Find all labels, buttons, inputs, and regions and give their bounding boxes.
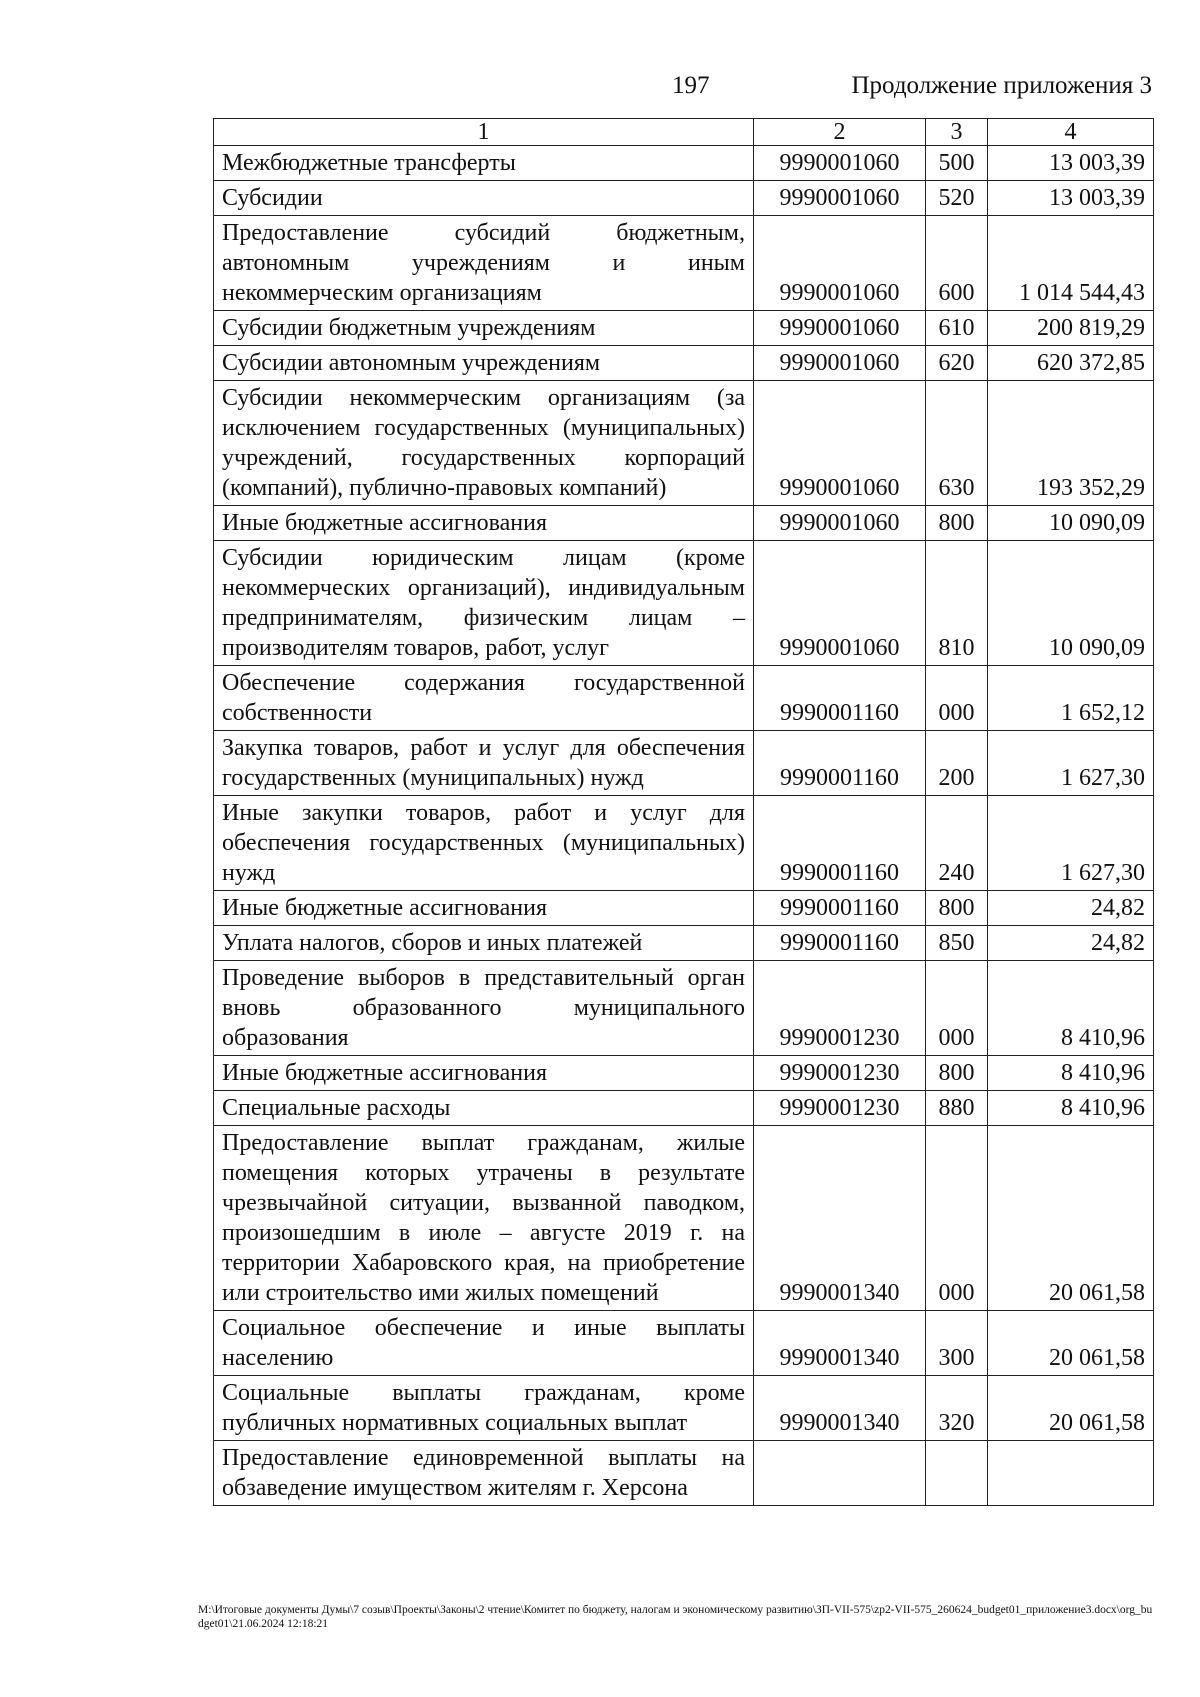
target-code-cell bbox=[754, 1441, 926, 1506]
document-path-footer: М:\Итоговые документы Думы\7 созыв\Проекты\Законы\2 чтение\Комитет по бюджету, налогам и экономическому развитию\ЗП-VII-575\zp2-VII-575_260624_budget01_приложение3.docx\org_budget01\21.06.2024 12:18:21 bbox=[198, 1604, 1153, 1630]
expense-name-cell: Социальные выплаты гражданам, кроме публичных нормативных социальных выплат bbox=[214, 1376, 754, 1441]
expense-type-cell: 810 bbox=[926, 541, 988, 666]
table-row bbox=[214, 926, 1154, 961]
amount-cell: 200 819,29 bbox=[988, 311, 1154, 346]
target-code-cell: 9990001060 bbox=[754, 541, 926, 666]
page-number: 197 bbox=[672, 72, 710, 99]
column-header: 1 bbox=[214, 119, 754, 146]
target-code-cell: 9990001060 bbox=[754, 216, 926, 311]
expense-name-cell: Проведение выборов в представительный орган вновь образованного муниципального образования bbox=[214, 961, 754, 1056]
target-code-cell: 9990001230 bbox=[754, 1056, 926, 1091]
amount-cell: 8 410,96 bbox=[988, 961, 1154, 1056]
expense-type-cell: 240 bbox=[926, 796, 988, 891]
table-row bbox=[214, 506, 1154, 541]
expense-name-cell: Субсидии автономным учреждениям bbox=[214, 346, 754, 381]
expense-type-cell: 880 bbox=[926, 1091, 988, 1126]
amount-cell: 620 372,85 bbox=[988, 346, 1154, 381]
expense-type-cell: 600 bbox=[926, 216, 988, 311]
expense-type-cell: 610 bbox=[926, 311, 988, 346]
column-header: 4 bbox=[988, 119, 1154, 146]
expense-type-cell: 620 bbox=[926, 346, 988, 381]
table-row bbox=[214, 796, 1154, 891]
table-row bbox=[214, 311, 1154, 346]
expense-name-cell: Субсидии bbox=[214, 181, 754, 216]
expense-type-cell: 000 bbox=[926, 961, 988, 1056]
expense-type-cell: 800 bbox=[926, 1056, 988, 1091]
expense-name-cell: Иные закупки товаров, работ и услуг для обеспечения государственных (муниципальных) нужд bbox=[214, 796, 754, 891]
expense-type-cell: 500 bbox=[926, 146, 988, 181]
expense-type-cell: 800 bbox=[926, 506, 988, 541]
target-code-cell: 9990001230 bbox=[754, 961, 926, 1056]
table-row bbox=[214, 1091, 1154, 1126]
amount-cell: 8 410,96 bbox=[988, 1091, 1154, 1126]
table-row bbox=[214, 1311, 1154, 1376]
expense-type-cell: 000 bbox=[926, 666, 988, 731]
table-row bbox=[214, 381, 1154, 506]
amount-cell: 193 352,29 bbox=[988, 381, 1154, 506]
table-row bbox=[214, 891, 1154, 926]
target-code-cell: 9990001060 bbox=[754, 181, 926, 216]
expense-name-cell: Субсидии бюджетным учреждениям bbox=[214, 311, 754, 346]
target-code-cell: 9990001060 bbox=[754, 381, 926, 506]
table-row bbox=[214, 666, 1154, 731]
column-header: 2 bbox=[754, 119, 926, 146]
expense-name-cell: Предоставление выплат гражданам, жилые помещения которых утрачены в результате чрезвычайной ситуации, вызванной паводком, произошедшим в июле – августе 2019 г. на территории Хабаровского края, на приобретение или строительство ими жилых помещений bbox=[214, 1126, 754, 1311]
expense-name-cell: Предоставление единовременной выплаты на обзаведение имуществом жителям г. Херсона bbox=[214, 1441, 754, 1506]
amount-cell: 8 410,96 bbox=[988, 1056, 1154, 1091]
column-header: 3 bbox=[926, 119, 988, 146]
target-code-cell: 9990001160 bbox=[754, 891, 926, 926]
table-row bbox=[214, 216, 1154, 311]
table-row bbox=[214, 541, 1154, 666]
expense-name-cell: Субсидии некоммерческим организациям (за исключением государственных (муниципальных) учреждений, государственных корпораций (компаний), публично-правовых компаний) bbox=[214, 381, 754, 506]
expense-name-cell: Иные бюджетные ассигнования bbox=[214, 506, 754, 541]
table-row bbox=[214, 146, 1154, 181]
table-header-row bbox=[214, 119, 1154, 146]
expense-name-cell: Иные бюджетные ассигнования bbox=[214, 891, 754, 926]
table-row bbox=[214, 181, 1154, 216]
expense-type-cell: 520 bbox=[926, 181, 988, 216]
amount-cell: 20 061,58 bbox=[988, 1376, 1154, 1441]
expense-type-cell: 630 bbox=[926, 381, 988, 506]
expense-name-cell: Социальное обеспечение и иные выплаты населению bbox=[214, 1311, 754, 1376]
expense-name-cell: Обеспечение содержания государственной собственности bbox=[214, 666, 754, 731]
expense-type-cell: 320 bbox=[926, 1376, 988, 1441]
target-code-cell: 9990001060 bbox=[754, 506, 926, 541]
target-code-cell: 9990001060 bbox=[754, 346, 926, 381]
expense-type-cell: 000 bbox=[926, 1126, 988, 1311]
table-row bbox=[214, 961, 1154, 1056]
expense-name-cell: Предоставление субсидий бюджетным, автономным учреждениям и иным некоммерческим организациям bbox=[214, 216, 754, 311]
amount-cell: 10 090,09 bbox=[988, 541, 1154, 666]
target-code-cell: 9990001160 bbox=[754, 666, 926, 731]
expense-name-cell: Уплата налогов, сборов и иных платежей bbox=[214, 926, 754, 961]
expense-name-cell: Субсидии юридическим лицам (кроме некоммерческих организаций), индивидуальным предпринимателям, физическим лицам – производителям товаров, работ, услуг bbox=[214, 541, 754, 666]
expense-type-cell bbox=[926, 1441, 988, 1506]
amount-cell: 24,82 bbox=[988, 926, 1154, 961]
amount-cell: 13 003,39 bbox=[988, 181, 1154, 216]
budget-table bbox=[213, 118, 1154, 1506]
expense-type-cell: 200 bbox=[926, 731, 988, 796]
table-row bbox=[214, 1126, 1154, 1311]
amount-cell: 24,82 bbox=[988, 891, 1154, 926]
expense-type-cell: 850 bbox=[926, 926, 988, 961]
target-code-cell: 9990001230 bbox=[754, 1091, 926, 1126]
continuation-heading: Продолжение приложения 3 bbox=[851, 72, 1152, 99]
table-row bbox=[214, 1056, 1154, 1091]
table-row bbox=[214, 1376, 1154, 1441]
amount-cell bbox=[988, 1441, 1154, 1506]
amount-cell: 1 627,30 bbox=[988, 731, 1154, 796]
table-row bbox=[214, 731, 1154, 796]
expense-type-cell: 800 bbox=[926, 891, 988, 926]
amount-cell: 1 652,12 bbox=[988, 666, 1154, 731]
amount-cell: 20 061,58 bbox=[988, 1311, 1154, 1376]
amount-cell: 1 014 544,43 bbox=[988, 216, 1154, 311]
target-code-cell: 9990001340 bbox=[754, 1376, 926, 1441]
target-code-cell: 9990001060 bbox=[754, 146, 926, 181]
expense-name-cell: Межбюджетные трансферты bbox=[214, 146, 754, 181]
target-code-cell: 9990001060 bbox=[754, 311, 926, 346]
expense-name-cell: Специальные расходы bbox=[214, 1091, 754, 1126]
expense-name-cell: Закупка товаров, работ и услуг для обеспечения государственных (муниципальных) нужд bbox=[214, 731, 754, 796]
amount-cell: 20 061,58 bbox=[988, 1126, 1154, 1311]
amount-cell: 10 090,09 bbox=[988, 506, 1154, 541]
target-code-cell: 9990001160 bbox=[754, 926, 926, 961]
amount-cell: 1 627,30 bbox=[988, 796, 1154, 891]
target-code-cell: 9990001340 bbox=[754, 1311, 926, 1376]
expense-name-cell: Иные бюджетные ассигнования bbox=[214, 1056, 754, 1091]
table-row bbox=[214, 1441, 1154, 1506]
target-code-cell: 9990001340 bbox=[754, 1126, 926, 1311]
table-row bbox=[214, 346, 1154, 381]
target-code-cell: 9990001160 bbox=[754, 796, 926, 891]
target-code-cell: 9990001160 bbox=[754, 731, 926, 796]
expense-type-cell: 300 bbox=[926, 1311, 988, 1376]
amount-cell: 13 003,39 bbox=[988, 146, 1154, 181]
